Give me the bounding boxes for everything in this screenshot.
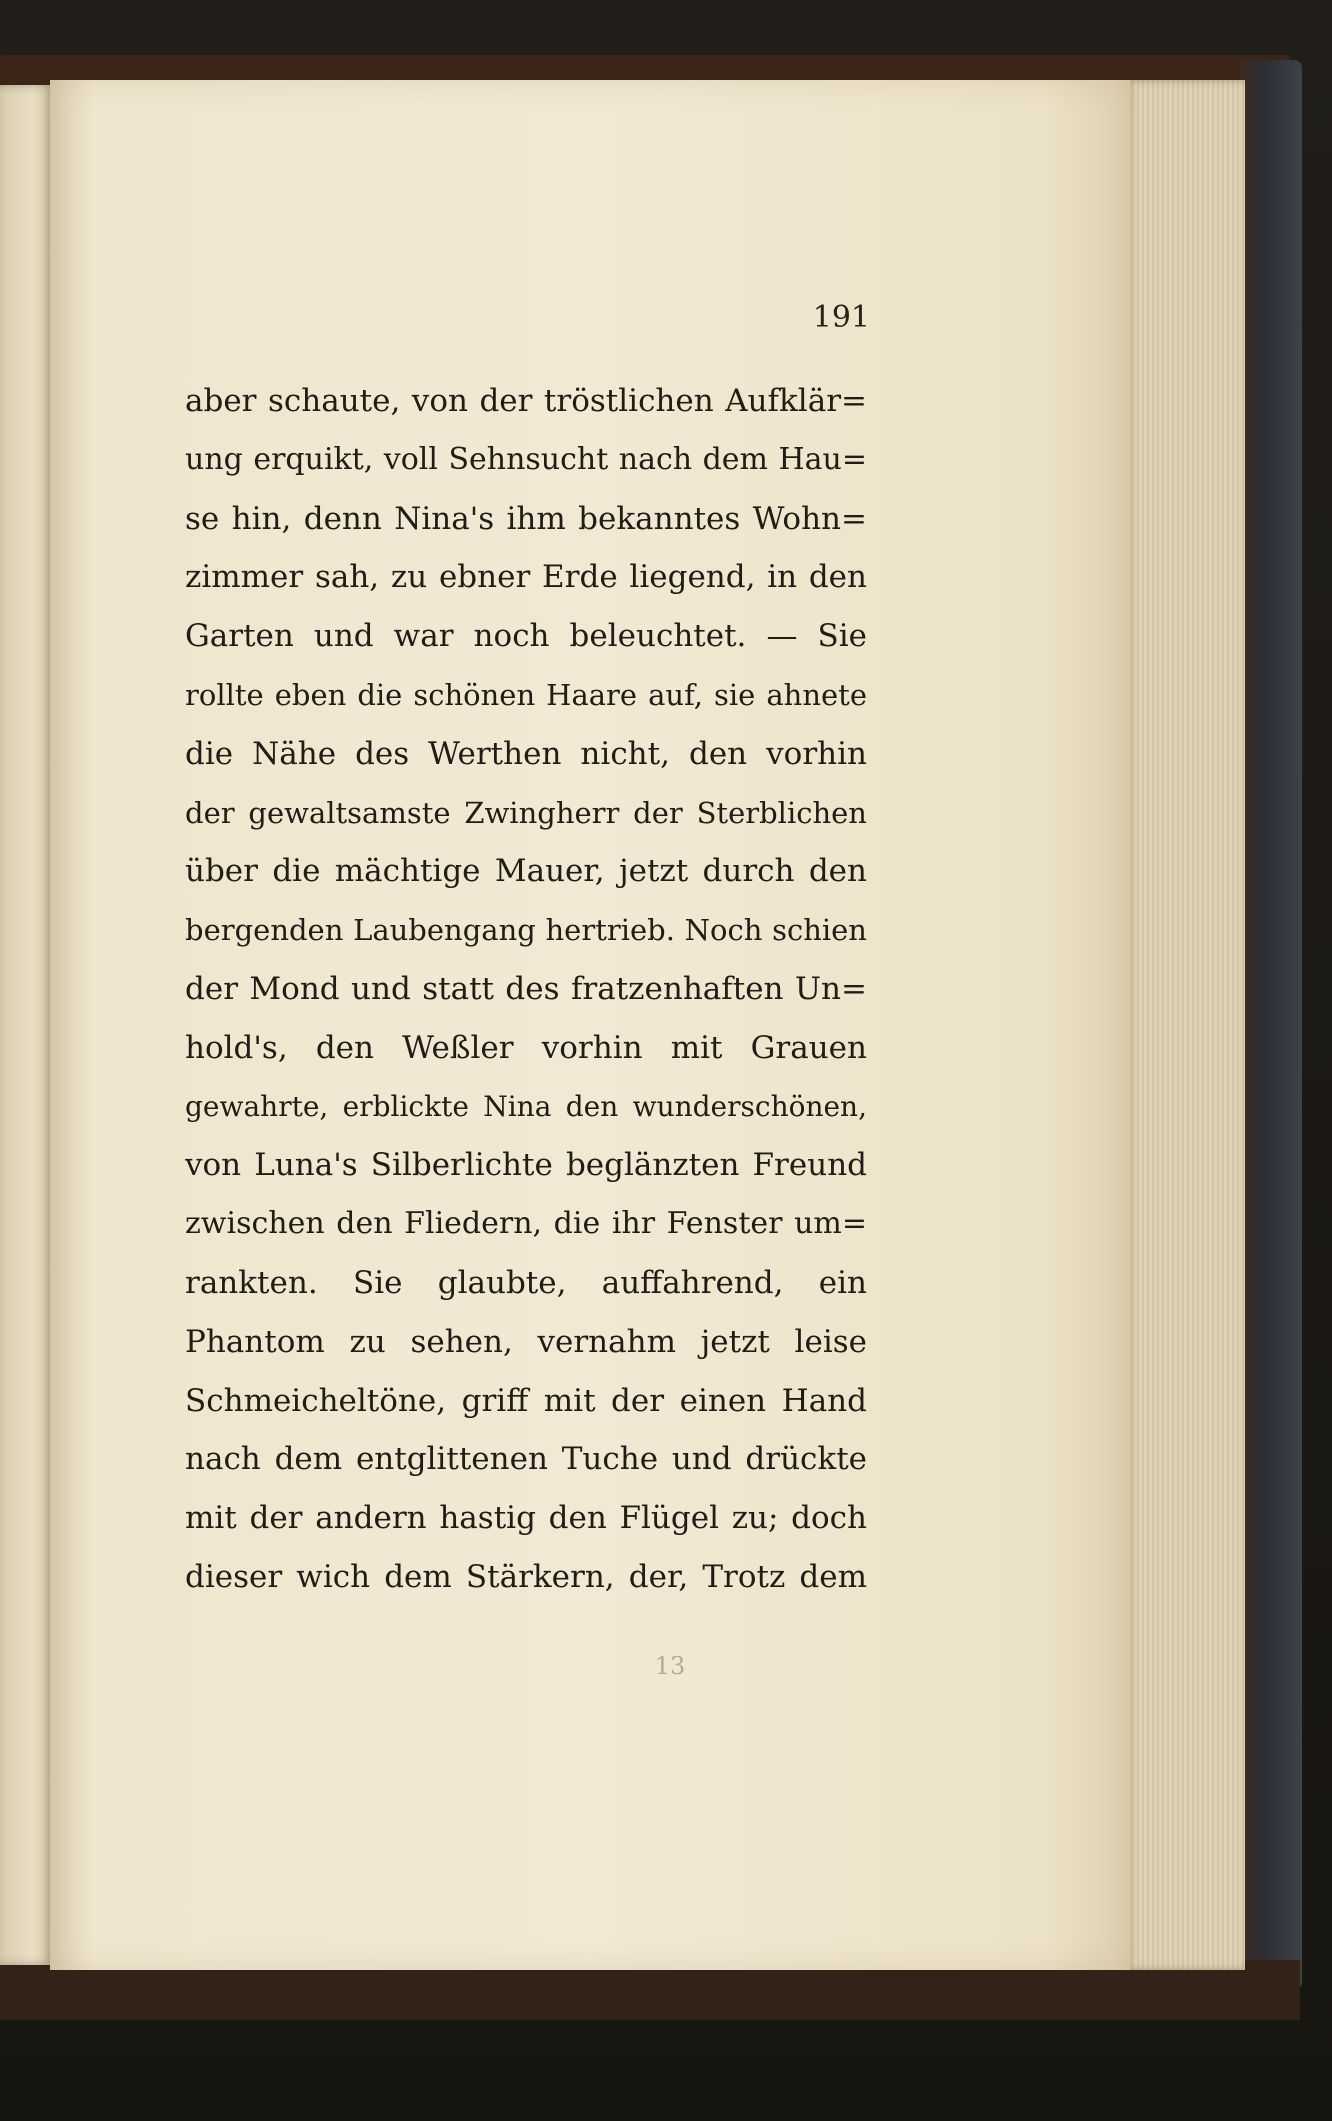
page-number: 191 (812, 300, 870, 335)
text-line: über die mächtige Mauer, jetzt durch den (185, 853, 867, 890)
text-line: bergenden Laubengang hertrieb. Noch schien (185, 913, 867, 948)
text-line: der Mond und statt des fratzenhaften Un= (185, 970, 867, 1007)
left-page-edge (0, 85, 55, 1965)
text-line: hold's, den Weßler vorhin mit Grauen (185, 1029, 867, 1066)
text-line: aber schaute, von der tröstlichen Aufklär= (185, 383, 867, 419)
text-line: ung erquikt, voll Sehnsucht nach dem Hau= (185, 441, 867, 477)
page-text (185, 372, 867, 1607)
text-line: mit der andern hastig den Flügel zu; doch (185, 1500, 867, 1537)
text-line: von Luna's Silberlichte beglänzten Freund (185, 1147, 867, 1184)
text-line: Phantom zu sehen, vernahm jetzt leise (185, 1323, 867, 1360)
text-line: nach dem entglittenen Tuche und drückte (185, 1441, 867, 1478)
page-stack-edge (1125, 80, 1245, 1970)
text-line: rollte eben die schönen Haare auf, sie ahnete (185, 677, 867, 712)
text-line: zimmer sah, zu ebner Erde liegend, in den (185, 559, 867, 596)
text-line: gewahrte, erblickte Nina den wunderschönen, (185, 1089, 867, 1123)
text-line: zwischen den Fliedern, die ihr Fenster um= (185, 1206, 867, 1242)
text-line: Schmeicheltöne, griff mit der einen Hand (185, 1382, 867, 1419)
bleed-through-mark: 13 (654, 1652, 686, 1680)
text-line: se hin, denn Nina's ihm bekanntes Wohn= (185, 500, 867, 537)
text-line: die Nähe des Werthen nicht, den vorhin (185, 735, 867, 772)
text-line: dieser wich dem Stärkern, der, Trotz dem (185, 1558, 867, 1595)
text-line: der gewaltsamste Zwingherr der Sterblichen (185, 795, 867, 830)
text-line: Garten und war noch beleuchtet. — Sie (185, 618, 867, 655)
book-cover-right (1240, 60, 1302, 1990)
text-line: rankten. Sie glaubte, auffahrend, ein (185, 1264, 867, 1301)
